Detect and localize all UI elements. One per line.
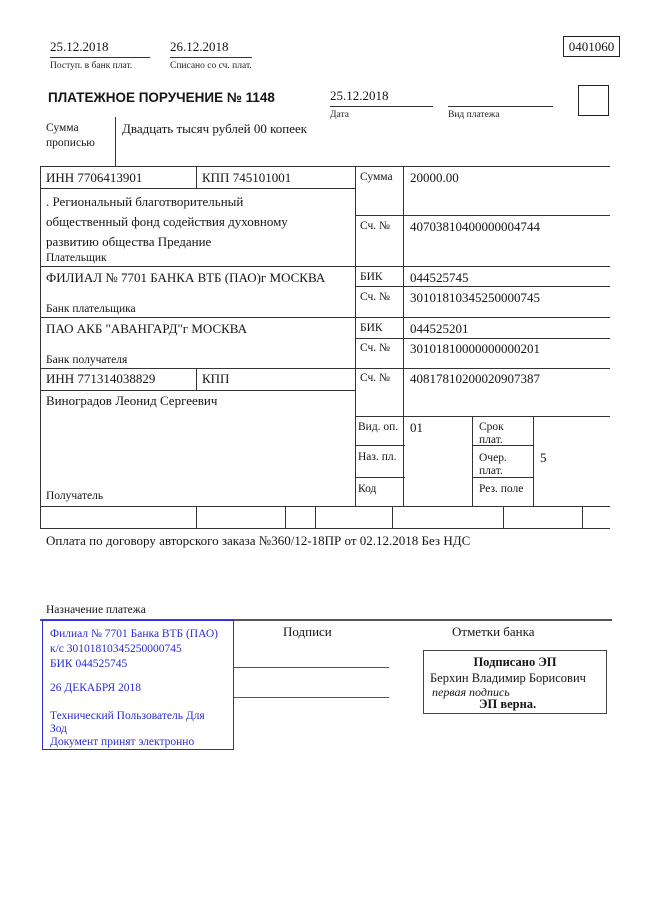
table-line xyxy=(533,416,534,506)
beneficiary-bank-account-label: Сч. № xyxy=(360,342,391,354)
table-line xyxy=(355,215,610,216)
divider xyxy=(115,117,116,166)
table-line xyxy=(392,506,393,528)
table-line xyxy=(196,506,197,528)
form-code: 0401060 xyxy=(568,38,615,54)
e-signature-title: Подписано ЭП xyxy=(473,655,557,669)
payer-name-line3: развитию общества Предание xyxy=(46,234,212,249)
payer-inn: ИНН 7706413901 xyxy=(46,170,143,185)
bank-stamp-line2: к/с 30101810345250000745 xyxy=(50,643,182,655)
code-label: Код xyxy=(358,483,377,495)
payer-kpp: КПП 745101001 xyxy=(202,170,292,185)
table-line xyxy=(355,445,405,446)
e-signature-stamp-box xyxy=(423,650,607,714)
sum-label: Сумма xyxy=(360,171,393,183)
beneficiary-bank-name: ПАО АКБ "АВАНГАРД"г МОСКВА xyxy=(46,321,248,336)
divider xyxy=(170,57,252,58)
bank-stamp-line1: Филиал № 7701 Банка ВТБ (ПАО) xyxy=(50,628,218,640)
payer-section-label: Плательщик xyxy=(46,252,107,264)
payer-bank-name: ФИЛИАЛ № 7701 БАНКА ВТБ (ПАО)г МОСКВА xyxy=(46,270,326,285)
beneficiary-kpp-label: КПП xyxy=(202,371,230,386)
table-line xyxy=(40,506,610,507)
table-line xyxy=(40,166,41,528)
op-type-value: 01 xyxy=(410,420,423,435)
signature-line xyxy=(233,697,389,698)
payment-purpose-label: Назначение платежа xyxy=(46,604,146,616)
table-line xyxy=(355,166,356,506)
table-line xyxy=(355,286,610,287)
beneficiary-bank-bik: 044525201 xyxy=(410,321,469,336)
table-line xyxy=(40,266,610,267)
payer-name-line1: . Региональный благотворительный xyxy=(46,194,244,209)
amount-words-value: Двадцать тысяч рублей 00 копеек xyxy=(122,121,308,136)
table-line xyxy=(40,528,610,529)
order-label: Очер. плат. xyxy=(479,452,507,477)
table-line xyxy=(40,166,610,167)
order-value: 5 xyxy=(540,450,547,465)
payment-type-label: Вид платежа xyxy=(448,110,500,120)
beneficiary-bank-account: 30101810000000000201 xyxy=(410,341,540,356)
table-line xyxy=(472,416,473,506)
bank-stamp-box xyxy=(42,620,234,750)
table-line xyxy=(40,188,355,189)
divider xyxy=(448,106,553,107)
table-line xyxy=(196,166,197,188)
payer-account: 40703810400000004744 xyxy=(410,219,540,234)
received-in-bank-date: 25.12.2018 xyxy=(50,39,109,54)
table-line xyxy=(355,338,610,339)
beneficiary-bank-bik-label: БИК xyxy=(360,322,383,334)
document-date: 25.12.2018 xyxy=(330,88,389,103)
amount-words-label: Сумма прописью xyxy=(46,122,95,149)
table-line xyxy=(196,368,197,390)
table-line xyxy=(40,368,610,369)
debited-from-account-label: Списано со сч. плат. xyxy=(170,61,252,71)
beneficiary-inn: ИНН 771314038829 xyxy=(46,371,156,386)
divider xyxy=(330,106,433,107)
table-line xyxy=(503,506,504,528)
beneficiary-bank-section-label: Банк получателя xyxy=(46,354,128,366)
purpose-code-label: Наз. пл. xyxy=(358,451,397,463)
table-line xyxy=(40,317,610,318)
sum-value: 20000.00 xyxy=(410,170,459,185)
e-signature-verified: ЭП верна. xyxy=(479,697,537,711)
table-line xyxy=(315,506,316,528)
table-line xyxy=(582,506,583,528)
beneficiary-name: Виноградов Леонид Сергеевич xyxy=(46,393,218,408)
bank-stamp-line3: БИК 044525745 xyxy=(50,658,128,670)
document-title: ПЛАТЕЖНОЕ ПОРУЧЕНИЕ № 1148 xyxy=(48,90,275,105)
payer-bank-bik: 044525745 xyxy=(410,270,469,285)
bank-stamp-line5: Технический Пользователь Для xyxy=(50,710,205,722)
divider xyxy=(50,57,150,58)
payer-bank-bik-label: БИК xyxy=(360,271,383,283)
payment-purpose-text: Оплата по договору авторского заказа №360/12-18ПР от 02.12.2018 Без НДС xyxy=(46,533,471,548)
table-line xyxy=(355,477,405,478)
table-line xyxy=(285,506,286,528)
payer-name-line2: общественный фонд содействия духовному xyxy=(46,214,288,229)
payer-bank-account-label: Сч. № xyxy=(360,291,391,303)
beneficiary-account: 40817810200020907387 xyxy=(410,371,540,386)
bank-stamp-line6: Зод xyxy=(50,723,68,735)
beneficiary-section-label: Получатель xyxy=(46,490,104,502)
op-type-label: Вид. оп. xyxy=(358,421,399,433)
form-code-box xyxy=(563,36,620,57)
beneficiary-account-label: Сч. № xyxy=(360,372,391,384)
table-line xyxy=(403,166,404,506)
e-signature-name: Берхин Владимир Борисович xyxy=(430,671,586,685)
status-checkbox xyxy=(578,85,609,116)
signature-line xyxy=(233,667,389,668)
table-line xyxy=(40,390,355,391)
reserve-field-label: Рез. поле xyxy=(479,483,524,495)
received-in-bank-label: Поступ. в банк плат. xyxy=(50,61,133,71)
e-signature-subtitle: первая подпись xyxy=(432,685,510,699)
due-date-label: Срок плат. xyxy=(479,421,504,446)
bank-stamp-date: 26 ДЕКАБРЯ 2018 xyxy=(50,682,142,694)
debited-from-account-date: 26.12.2018 xyxy=(170,39,229,54)
date-label: Дата xyxy=(330,110,349,120)
bank-marks-header: Отметки банка xyxy=(452,624,535,639)
payer-bank-section-label: Банк плательщика xyxy=(46,303,136,315)
bank-stamp-line7: Документ принят электронно xyxy=(50,736,195,748)
signatures-header: Подписи xyxy=(283,624,332,639)
table-line xyxy=(355,416,610,417)
payer-bank-account: 30101810345250000745 xyxy=(410,290,540,305)
payer-account-label: Сч. № xyxy=(360,220,391,232)
